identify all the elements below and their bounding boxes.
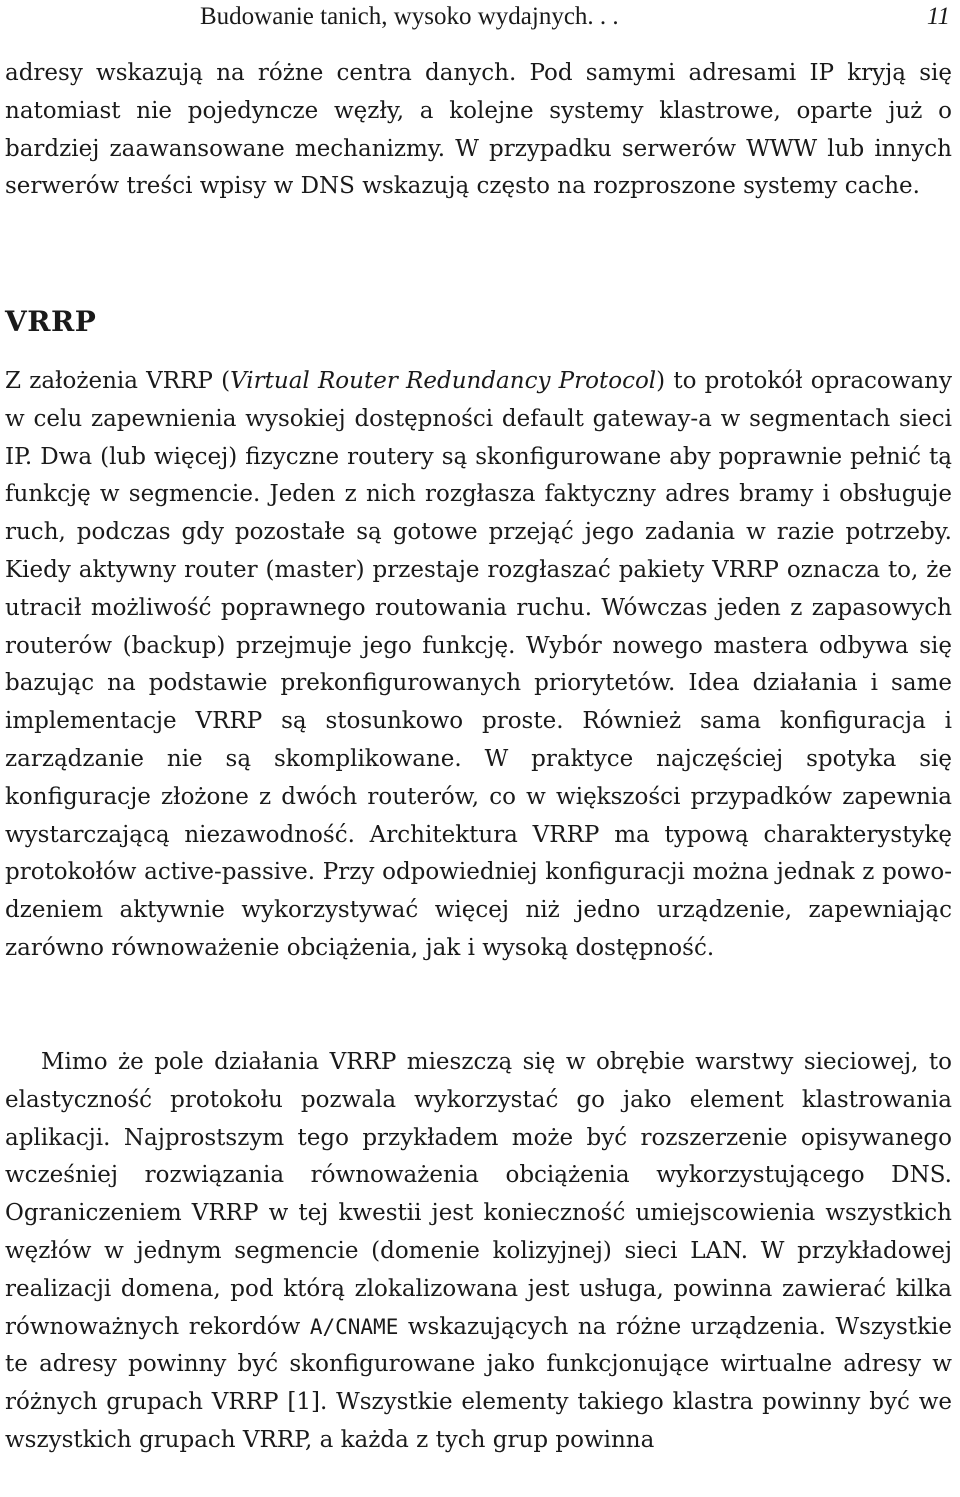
- vrrp-definition-text: ) to protokół opracowany w celu zapewnienia wysokiej dostępności default gateway-a w segmentach sieci IP. Dwa (lub więcej) fizyczne routery są skonfigurowane aby poprawnie pełnić tą funkcję w segmencie. Jeden z nich rozgłasza faktyczny adres bramy i obsługuje ruch, podczas gdy pozostałe są gotowe przejąć jego zadania w razie potrzeby. Kiedy aktywny router (master) przestaje rozgłaszać pakiety VRRP oznacza to, że utracił możliwość poprawnego routowania ruchu. Wówczas jeden z zapasowych routerów (backup) przejmuje jego funkcję. Wybór nowego mastera odbywa się bazując na podstawie prekonfigurowanych priorytetów. Idea działania i same implementacje VRRP są stosunkowo proste. Również sama konfiguracja i zarządzanie nie są skomplikowane. W praktyce najczęściej spotyka się konfiguracje złożone z dwóch routerów, co w większości przypadków zapewnia wystarczającą niezawodność. Architektura VRRP ma typową charakterystykę protokołów active-passive. Przy odpowiedniej konfiguracji można jednak z powodzeniem aktywnie wykorzystywać więcej niż jedno urządzenie, zapewniając zarówno równoważenie obciążenia, jak i wysoką dostępność.: [5, 368, 952, 961]
- vrrp-expansion-italic: Virtual Router Redundancy Protocol: [230, 368, 657, 394]
- clustering-text-before: Mimo że pole działania VRRP mieszczą się w obrębie warstwy sieciowej, to elastyczność protokołu pozwala wykorzystać go jako element klastrowania aplikacji. Najprostszym tego przykładem może być rozszerzenie opisywanego wcześniej rozwiązania równoważenia obciążenia wykorzystującego DNS. Ograniczeniem VRRP w tej kwestii jest konieczność umiejscowienia wszystkich węzłów w jednym segmencie (domenie kolizyjnej) sieci LAN. W przykładowej realizacji domena, pod którą zlokalizowana jest usługa, powinna zawierać kilka równoważnych rekordów: [5, 1049, 952, 1340]
- section-heading-vrrp: VRRP: [5, 305, 97, 338]
- page-number: 11: [926, 3, 950, 30]
- paragraph-vrrp-clustering-text: [5, 1044, 952, 1460]
- paragraph-vrrp-definition: [5, 363, 952, 968]
- clustering-text-after: wskazujących na różne urządzenia. Wszystkie te adresy powinny być skonfigurowane jako funkcjonujące wirtualne adresy w różnych grupach VRRP [1]. Wszystkie elementy takiego klastra powinny być we wszystkich grupach VRRP, a każda z tych grup powinna: [5, 1313, 952, 1453]
- paragraph-dns-intro: adresy wskazują na różne centra danych. Pod samymi adresami IP kryją się natomiast nie pojedyncze węzły, a kolejne systemy klastrowe, oparte już o bardziej zaawansowane mechanizmy. W przypadku serwerów WWW lub innych serwerów treści wpisy w DNS wskazują często na rozproszone systemy cache.: [5, 60, 952, 200]
- running-head-title: Budowanie tanich, wysoko wydajnych. . .: [200, 3, 619, 30]
- vrrp-intro-text: Z założenia VRRP (: [5, 368, 231, 394]
- running-head: [200, 2, 950, 32]
- record-type-code: A/CNAME: [309, 1314, 399, 1339]
- paragraph-vrrp-clustering: [5, 1044, 952, 1460]
